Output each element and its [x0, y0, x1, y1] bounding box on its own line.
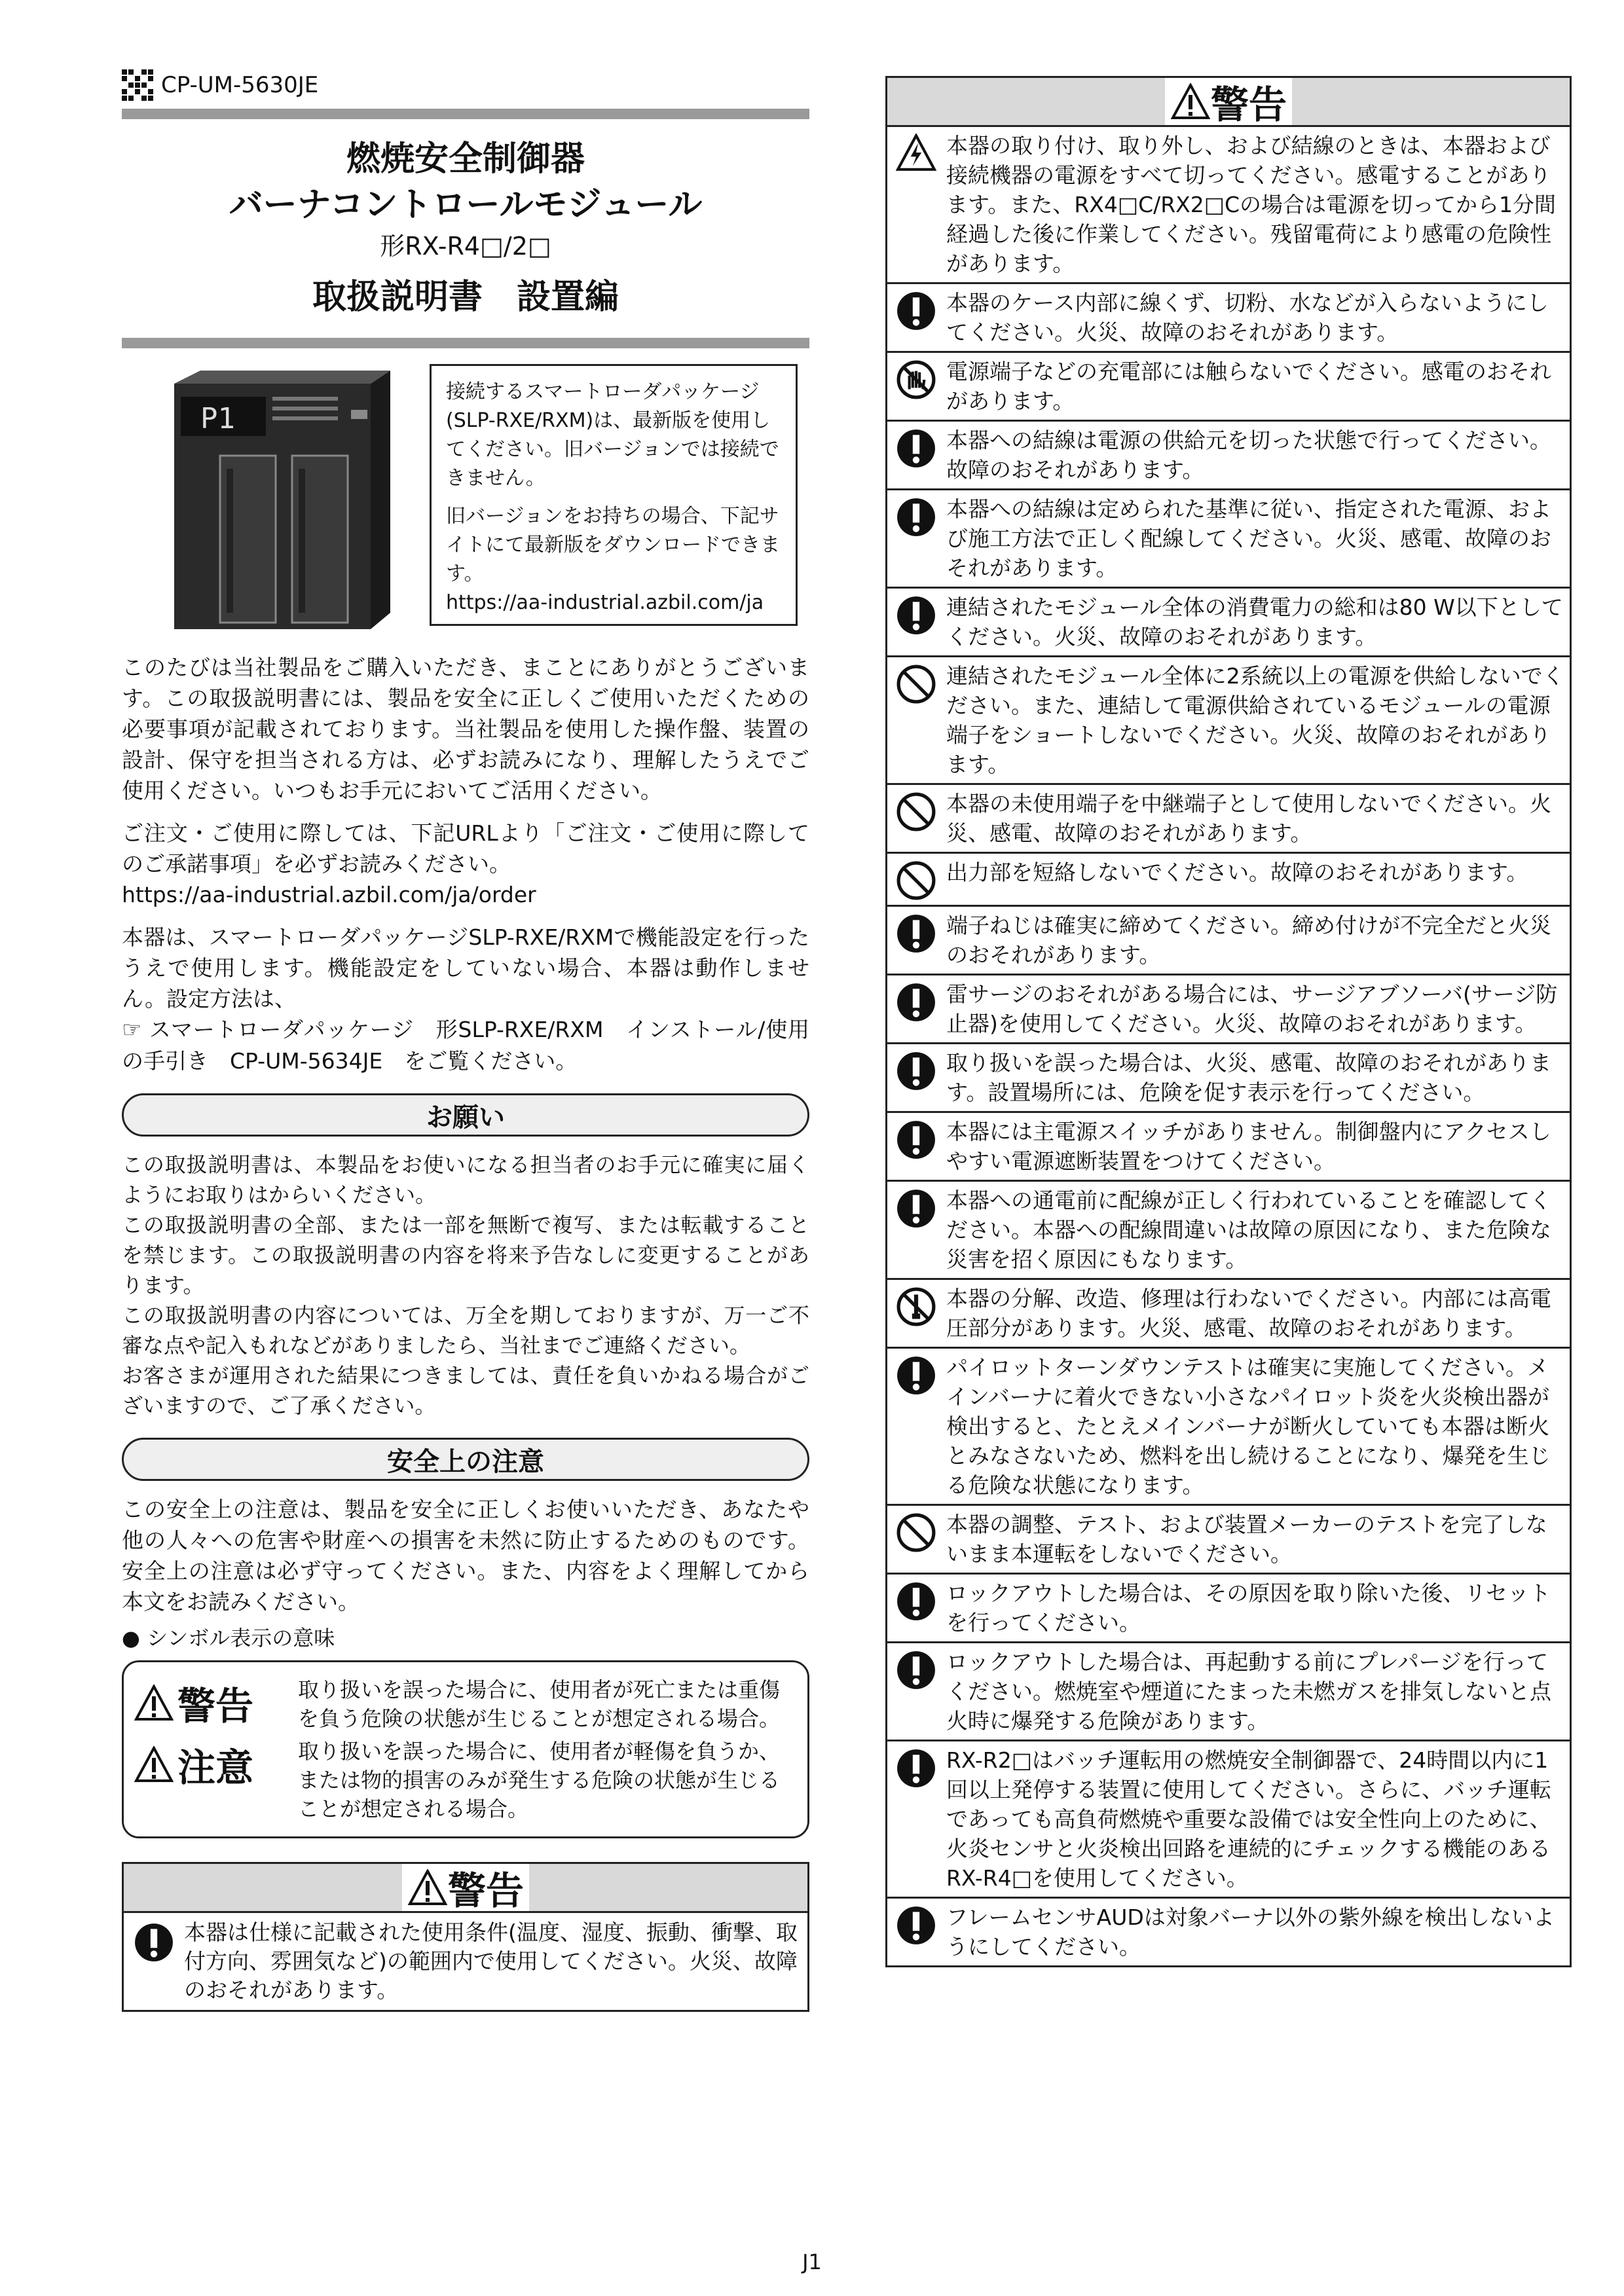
safety-heading: 安全上の注意: [122, 1438, 809, 1481]
prohibit-icon: [893, 661, 940, 779]
warning-item-text: 本器の分解、改造、修理は行わないでください。内部には高電圧部分があります。火災、感電、故障のおそれがあります。: [946, 1286, 1551, 1341]
title-block: [122, 123, 809, 334]
left-warning-heading: [122, 1862, 809, 1913]
product-display: P1: [200, 402, 235, 435]
warning-item-text: 出力部を短絡しないでください。故障のおそれがあります。: [946, 860, 1528, 885]
notice-url[interactable]: https://aa-industrial.azbil.com/ja: [446, 591, 764, 614]
warning-item-text: 連結されたモジュール全体に2系統以上の電源を供給しないでください。また、連結して電源供給されているモジュールの電源端子をショートしないでください。火災、故障のおそれがあります。: [946, 663, 1564, 777]
model-name: 形RX-R4□/2□: [380, 232, 551, 261]
mandatory-icon: [893, 426, 940, 484]
warning-item-text: 連結されたモジュール全体の消費電力の総和は80 W以下としてください。火災、故障のおそれがあります。: [946, 594, 1563, 649]
warning-item-text: 本器への結線は電源の供給元を切った状態で行ってください。故障のおそれがあります。: [946, 428, 1551, 483]
warning-item: [885, 907, 1572, 975]
electric-icon: [893, 131, 940, 278]
mandatory-icon: [893, 1117, 940, 1176]
notice-para1: 接続するスマートローダパッケージ(SLP-RXE/RXM)は、最新版を使用してください。旧バージョンでは接続できません。: [446, 380, 779, 490]
warning-item: [885, 975, 1572, 1044]
mandatory-icon: [893, 1745, 940, 1893]
mandatory-icon: [893, 1048, 940, 1107]
mandatory-icon: [893, 1186, 940, 1274]
divider: [122, 338, 809, 348]
right-warning-list: [885, 127, 1572, 1967]
warning-item: [885, 1280, 1572, 1349]
request-list: [122, 1150, 809, 1421]
symbol-bullet: ● シンボル表示の意味: [122, 1626, 335, 1650]
warning-triangle-icon: [134, 1685, 174, 1721]
symbol-caution-row: [134, 1737, 797, 1823]
prohibit-icon: [893, 1510, 940, 1569]
right-column: [885, 76, 1572, 1967]
symbol-warning-row: [134, 1675, 797, 1733]
warning-item-text: RX-R2□はバッチ運転用の燃焼安全制御器で、24時間以内に1回以上発停する装置に使用してください。さらに、バッチ運転であっても高負荷燃焼や重要な設備では安全性向上のために、火炎センサと火炎検出回路を連続的にチェックする機能のあるRX-R4□を使用してください。: [946, 1747, 1551, 1891]
symbol-legend: [122, 1660, 809, 1838]
warning-heading-label: 警告: [447, 1868, 524, 1913]
warning-item: [885, 284, 1572, 353]
intro-para3: 本器は、スマートローダパッケージSLP-RXE/RXMで機能設定を行ったうえで使用します。機能設定をしていない場合、本器は動作しません。設定方法は、: [122, 924, 809, 1011]
warning-item-text: ロックアウトした場合は、その原因を取り除いた後、リセットを行ってください。: [946, 1580, 1551, 1635]
warning-item: [885, 785, 1572, 854]
warning-item: [885, 589, 1572, 657]
intro-reference: [122, 1014, 809, 1076]
prohibit-icon: [893, 789, 940, 848]
warning-item-text: 本器には主電源スイッチがありません。制御盤内にアクセスしやすい電源遮断装置をつけてください。: [946, 1119, 1551, 1174]
left-column: [122, 65, 809, 2012]
caution-label: 注意: [177, 1745, 254, 1790]
page-number: J1: [802, 2250, 822, 2274]
warning-item: [885, 353, 1572, 422]
no-touch-icon: [893, 357, 940, 416]
manual-title: 取扱説明書 設置編: [312, 278, 619, 317]
mandatory-icon: [893, 911, 940, 970]
warning-item-text: 雷サージのおそれがある場合には、サージアブソーバ(サージ防止器)を使用してください。火災、故障のおそれがあります。: [946, 981, 1558, 1036]
safety-intro: この安全上の注意は、製品を安全に正しくお使いいただき、あなたや他の人々への危害や財産への損害を未然に防止するためのものです。安全上の注意は必ず守ってください。また、内容をよく理解してから本文をお読みください。: [122, 1497, 809, 1614]
warning-item-text: 本器の調整、テスト、および装置メーカーのテストを完了しないまま本運転をしないでください。: [946, 1512, 1547, 1567]
mandatory-icon: [893, 494, 940, 583]
warning-item: [885, 1044, 1572, 1113]
warning-item-text: フレームセンサAUDは対象バーナ以外の紫外線を検出しないようにしてください。: [946, 1904, 1555, 1959]
no-disassemble-icon: [893, 1284, 940, 1343]
warning-item-text: 本器の取り付け、取り外し、および結線のときは、本器および接続機器の電源をすべて切ってください。感電することがあります。また、RX4□C/RX2□Cの場合は電源を切ってから1分間経過した後に作業してください。残留電荷により感電の危険性があります。: [946, 133, 1556, 276]
warning-item: [885, 1506, 1572, 1575]
request-line: この取扱説明書の全部、または一部を無断で複写、または転載することを禁じます。この取扱説明書の内容を将来予告なしに変更することがあります。: [122, 1212, 809, 1298]
warning-triangle-icon: [407, 1869, 448, 1906]
right-warning-heading: [885, 76, 1572, 127]
caution-meaning: 取り扱いを誤った場合に、使用者が軽傷を負うか、または物的損害のみが発生する危険の状態が生じることが想定される場合。: [298, 1739, 781, 1821]
warning-item: [885, 1113, 1572, 1182]
request-line: この取扱説明書の内容については、万全を期しておりますが、万一ご不審な点や記入もれなどがありましたら、当社までご連絡ください。: [122, 1303, 809, 1358]
mandatory-icon: [893, 1647, 940, 1736]
doc-number: CP-UM-5630JE: [161, 72, 319, 98]
request-heading: お願い: [122, 1093, 809, 1137]
left-warning-box: [122, 1862, 809, 2012]
prohibit-icon: [893, 858, 940, 901]
product-row: [122, 364, 809, 632]
caution-triangle-icon: [134, 1746, 174, 1783]
warning-meaning: 取り扱いを誤った場合に、使用者が死亡または重傷を負う危険の状態が生じることが想定される場合。: [298, 1677, 781, 1731]
divider: [122, 109, 809, 119]
warning-item-text: 端子ねじは確実に締めてください。締め付けが不完全だと火災のおそれがあります。: [946, 913, 1551, 968]
intro-para1: このたびは当社製品をご購入いただき、まことにありがとうございます。この取扱説明書には、製品を安全に正しくご使用いただくための必要事項が記載されております。当社製品を使用した操作盤、装置の設計、保守を担当される方は、必ずお読みになり、理解したうえでご使用ください。いつもお手元においてご活用ください。: [122, 655, 810, 803]
pointing-hand-icon: ☞: [122, 1017, 142, 1043]
reference-text: スマートローダパッケージ 形SLP-RXE/RXM インストール/使用の手引き CP-UM-5634JE をご覧ください。: [122, 1017, 809, 1074]
title-line2: バーナコントロールモジュール: [229, 185, 703, 225]
warning-item-text: 本器の未使用端子を中継端子として使用しないでください。火災、感電、故障のおそれがあります。: [946, 791, 1551, 846]
warning-item-text: ロックアウトした場合は、再起動する前にプレパージを行ってください。燃焼室や煙道にたまった未燃ガスを排気しないと点火時に爆発する危険があります。: [946, 1649, 1551, 1734]
warning-item: [885, 657, 1572, 785]
mandatory-icon: [893, 979, 940, 1038]
warning-item: [885, 1899, 1572, 1967]
warning-item-text: 電源端子などの充電部には触らないでください。感電のおそれがあります。: [946, 359, 1551, 414]
left-warning-item: [122, 1913, 809, 2012]
warning-item-text: パイロットターンダウンテストは確実に実施してください。メインバーナに着火できない小さなパイロット炎を火炎検出器が検出すると、たとえメインバーナが断火していても本器は断火とみなさないため、燃料を出し続けることになり、爆発を生じる危険な状態になります。: [946, 1355, 1551, 1498]
mandatory-icon: [893, 288, 940, 347]
left-warning-text: 本器は仕様に記載された使用条件(温度、湿度、振動、衝撃、取付方向、雰囲気など)の範囲内で使用してください。火災、故障のおそれがあります。: [184, 1920, 798, 2003]
warning-item: [885, 127, 1572, 284]
request-line: この取扱説明書は、本製品をお使いになる担当者のお手元に確実に届くようにお取りはからいください。: [122, 1152, 809, 1207]
intro-para2: ご注文・ご使用に際しては、下記URLより「ご注文・ご使用に際してのご承諾事項」を必ずお読みください。: [122, 820, 809, 877]
request-line: お客さまが運用された結果につきましては、責任を負いかねる場合がございますので、ご了承ください。: [122, 1363, 809, 1418]
warning-item: [885, 490, 1572, 589]
title-line1: 燃焼安全制御器: [346, 139, 585, 179]
doc-header: [122, 65, 809, 105]
mandatory-icon: [893, 1903, 940, 1961]
loader-notice-box: [430, 364, 798, 626]
order-url[interactable]: https://aa-industrial.azbil.com/ja/order: [122, 882, 536, 907]
warning-item-text: 本器への通電前に配線が正しく行われていることを確認してください。本器への配線間違いは故障の原因になり、また危険な災害を招く原因にもなります。: [946, 1188, 1551, 1272]
warning-triangle-icon: [1170, 83, 1211, 120]
warning-item: [885, 1349, 1572, 1506]
mandatory-icon: [893, 592, 940, 651]
notice-para2: 旧バージョンをお持ちの場合、下記サイトにて最新版をダウンロードできます。: [446, 505, 780, 585]
mandatory-icon: [893, 1353, 940, 1500]
warning-heading-label: 警告: [1210, 82, 1287, 127]
warning-item: [885, 1741, 1572, 1899]
warning-item: [885, 422, 1572, 490]
warning-label: 警告: [177, 1684, 254, 1728]
warning-item-text: 取り扱いを誤った場合は、火災、感電、故障のおそれがあります。設置場所には、危険を促す表示を行ってください。: [946, 1050, 1551, 1105]
warning-item-text: 本器のケース内部に線くず、切粉、水などが入らないようにしてください。火災、故障のおそれがあります。: [946, 290, 1549, 345]
product-image: [161, 371, 390, 632]
mandatory-icon: [893, 1578, 940, 1637]
warning-item-text: 本器への結線は定められた基準に従い、指定された電源、および施工方法で正しく配線してください。火災、感電、故障のおそれがあります。: [946, 496, 1551, 581]
warning-item: [885, 1182, 1572, 1280]
qr-code-icon: [122, 69, 153, 101]
warning-item: [885, 1575, 1572, 1643]
warning-item: [885, 1643, 1572, 1741]
warning-item: [885, 854, 1572, 907]
mandatory-icon: [134, 1922, 174, 1963]
